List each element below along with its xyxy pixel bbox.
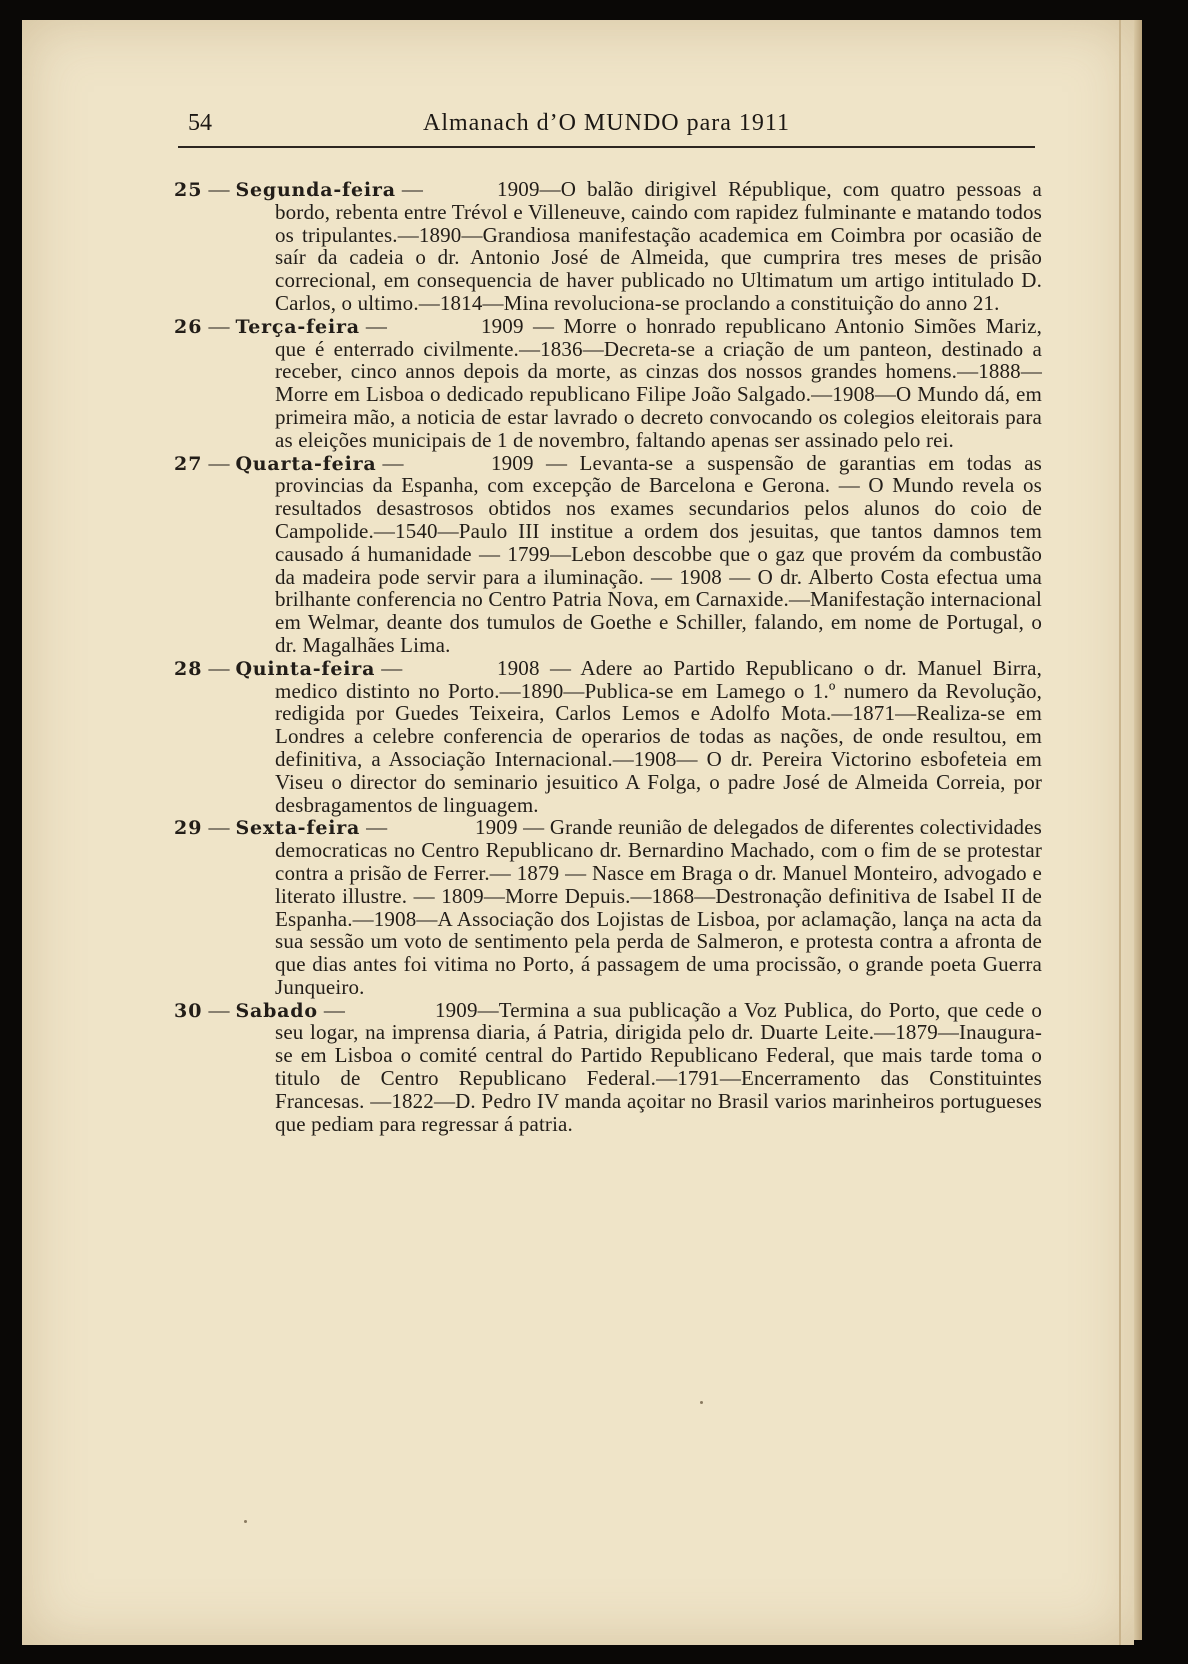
entry-text: 1909—Termina a sua publicação a Voz Publica, do Porto, que cede o seu logar, na imprensa diaria, á Patria, dirigida pelo dr. Duarte Leite.—1879—Inaugura-se em Lisboa o comité central do Partido Republicano Federal, que mais tarde toma o titulo de Centro Republicano Federal.—1791—Encerramento das Constituintes Francesas. —1822—D. Pedro IV manda açoitar no Brasil varios marinheiros portugueses que pediam para regressar á patria. (275, 997, 1042, 1136)
entry-25 (174, 178, 1042, 315)
entry-heading: 25 — Segunda-feira — (174, 177, 423, 201)
entry-text: 1908 — Adere ao Partido Republicano o dr. Manuel Birra, medico distinto no Porto.—1890—Publica-se em Lamego o 1.º numero da Revolução, redigida por Guedes Teixeira, Carlos Lemos e Adolfo Mota.—1871—Realiza-se em Londres a celebre conferencia de operarios de todas as nações, de onde resultou, em definitiva, a Associação Internacional.—1908— O dr. Pereira Victorino esbofeteia em Viseu o director do seminario jesuitico A Folga, o padre José de Almeida Correia, por desbragamentos de linguagem. (275, 655, 1042, 817)
entry-28 (174, 657, 1042, 817)
entry-text: 1909 — Morre o honrado republicano Antonio Simões Mariz, que é enterrado civilmente.—1836—Decreta-se a criação de um panteon, destinado a receber, cinco annos depois da morte, as cinzas dos nossos grandes homens.—1888—Morre em Lisboa o dedicado republicano Filipe João Salgado.—1908—O Mundo dá, em primeira mão, a noticia de estar lavrado o decreto convocando os colegios eleitorais para as eleições municipais de 1 de novembro, faltando apenas ser assinado pelo rei. (275, 313, 1042, 452)
weekday-name: Quarta-feira (235, 452, 377, 475)
entry-29 (174, 816, 1042, 998)
entry-heading: 27 — Quarta-feira — (174, 450, 404, 475)
gutter-line (1119, 20, 1121, 1645)
weekday-name: Quinta-feira (235, 657, 376, 680)
entry-heading: 30 — Sabado — (174, 997, 345, 1022)
page-header (178, 106, 1035, 148)
day-number: 26 (174, 315, 203, 338)
entry-27 (174, 452, 1042, 657)
day-number: 30 (174, 999, 203, 1022)
entry-heading: 26 — Terça-feira — (174, 313, 387, 338)
weekday-name: Sabado (235, 999, 318, 1022)
weekday-name: Sexta-feira (235, 817, 361, 840)
day-number: 29 (174, 817, 203, 840)
day-number: 27 (174, 452, 203, 475)
paper-speck (244, 1520, 247, 1523)
entry-text: 1909 — Grande reunião de delegados de diferentes colectividades democraticas no Centro Republicano dr. Bernardino Machado, com o fim de se protestar contra a prisão de Ferrer.— 1879 — Nasce em Braga o dr. Manuel Monteiro, advogado e literato illustre. — 1809—Morre Depuis.—1868—Destronação definitiva de Isabel II de Espanha.—1908—A Associação dos Lojistas de Lisboa, por aclamação, lança na acta da sua sessão um voto de sentimento pela perda de Salmeron, e protesta contra a afronta de que dias antes foi vitima no Porto, á passagem de uma procissão, o grande poeta Guerra Junqueiro. (275, 815, 1042, 999)
day-number: 28 (174, 657, 203, 680)
entry-text: 1909 — Levanta-se a suspensão de garantias em todas as provincias da Espanha, com excepção de Barcelona e Gerona. — O Mundo revela os resultados desastrosos obtidos nos exames secundarios pelos alunos do coio de Campolide.—1540—Paulo III institue a ordem dos jesuitas, que tantos damnos tem causado á humanidade — 1799—Lebon descobbe que o gaz que provém da combustão da madeira pode servir para a iluminação. — 1908 — O dr. Alberto Costa efectua uma brilhante conferencia no Centro Patria Nova, em Carnaxide.—Manifestação internacional em Welmar, deante dos tumulos de Goethe e Schiller, falando, em nome de Portugal, o dr. Magalhães Lima. (275, 450, 1042, 657)
paper-speck (700, 1401, 703, 1404)
running-title: Almanach d’O MUNDO para 1911 (422, 110, 791, 136)
day-number: 25 (174, 179, 203, 201)
entry-heading: 28 — Quinta-feira — (174, 655, 403, 680)
weekday-name: Segunda-feira (235, 179, 396, 201)
entry-heading: 29 — Sexta-feira — (174, 815, 388, 840)
entry-text: 1909—O balão dirigivel République, com quatro pessoas a bordo, rebenta entre Trévol e Villeneuve, caindo com rapidez fulminante e matando todos os tripulantes.—1890—Grandiosa manifestação academica em Coimbra por ocasião de saír da cadeia o dr. Antonio José de Almeida, que cumprira tres meses de prisão correcional, em consequencia de haver publicado no Ultimatum um artigo intitulado D. Carlos, o ultimo.—1814—Mina revoluciona-se proclando a constituição do anno 21. (275, 177, 1042, 315)
page-edge (1134, 20, 1142, 1640)
page-number: 54 (188, 110, 212, 136)
calendar-entries (174, 178, 1042, 1135)
entry-26 (174, 315, 1042, 452)
weekday-name: Terça-feira (235, 315, 360, 338)
entry-30 (174, 999, 1042, 1136)
